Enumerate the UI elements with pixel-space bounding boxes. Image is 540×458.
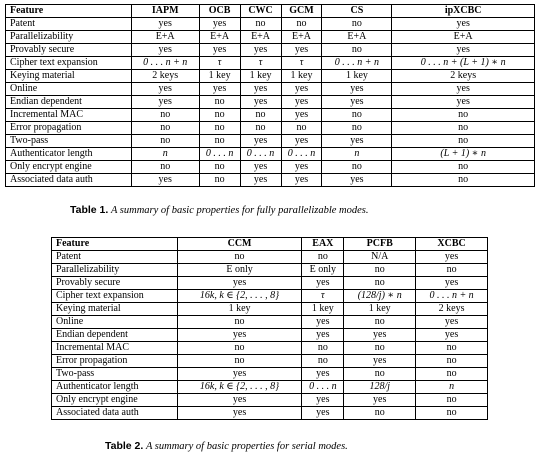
table-1-value-cell: no [392, 161, 535, 174]
table-1-caption [70, 204, 368, 216]
table-1-row [6, 161, 535, 174]
table-2-header-4: XCBC [416, 238, 488, 251]
table-2-value-cell: 1 key [177, 303, 302, 316]
table-1-value-cell: E+A [240, 31, 281, 44]
table-1-value-cell: no [131, 161, 199, 174]
table-2-feature-cell: Parallelizability [52, 264, 178, 277]
table-1-value-cell: no [131, 122, 199, 135]
table-2-row [52, 329, 488, 342]
table-1-value-cell: yes [131, 174, 199, 187]
table-1-value-cell: yes [392, 44, 535, 57]
table-1-value-cell: yes [322, 174, 392, 187]
table-1-value-cell: yes [392, 96, 535, 109]
table-1-header-4: GCM [281, 5, 322, 18]
table-2-feature-cell: Cipher text expansion [52, 290, 178, 303]
table-2-value-cell: no [302, 342, 344, 355]
table-1-value-cell: yes [199, 18, 240, 31]
table-1-header-2: OCB [199, 5, 240, 18]
table-2-feature-cell: Only encrypt engine [52, 394, 178, 407]
table-2-caption [105, 440, 348, 452]
table-2-value-cell: yes [344, 394, 416, 407]
table-1-feature-cell: Cipher text expansion [6, 57, 132, 70]
table-2-row [52, 264, 488, 277]
table-2-value-cell: no [416, 368, 488, 381]
table-2-value-cell: n [416, 381, 488, 394]
table-1-value-cell: yes [199, 83, 240, 96]
table-1-feature-cell: Two-pass [6, 135, 132, 148]
table-2-serial-modes [51, 237, 488, 420]
table-1-value-cell: 0 . . . n + n [322, 57, 392, 70]
table-1-value-cell: no [392, 109, 535, 122]
table-1-value-cell: yes [392, 83, 535, 96]
table-1-caption-label: Table 1. [70, 204, 109, 216]
table-1-header-1: IAPM [131, 5, 199, 18]
table-1-value-cell: no [131, 109, 199, 122]
table-2-value-cell: τ [302, 290, 344, 303]
table-2-value-cell: 0 . . . n [302, 381, 344, 394]
table-2-value-cell: no [416, 342, 488, 355]
table-1-value-cell: no [199, 135, 240, 148]
table-1-value-cell: no [281, 122, 322, 135]
table-2-value-cell: yes [416, 316, 488, 329]
table-2-row [52, 251, 488, 264]
table-2-value-cell: no [416, 394, 488, 407]
table-2-value-cell: yes [302, 329, 344, 342]
table-2-caption-text: A summary of basic properties for serial modes. [145, 441, 348, 452]
table-1-header-0: Feature [6, 5, 132, 18]
table-1-value-cell: yes [131, 83, 199, 96]
table-1-feature-cell: Keying material [6, 70, 132, 83]
table-1-value-cell: yes [240, 135, 281, 148]
table-2-value-cell: yes [302, 277, 344, 290]
table-2-value-cell: yes [177, 394, 302, 407]
table-2-value-cell: no [344, 407, 416, 420]
table-1-value-cell: no [322, 109, 392, 122]
table-1-value-cell: yes [240, 44, 281, 57]
table-1-row [6, 57, 535, 70]
table-1-value-cell: no [392, 122, 535, 135]
table-2-value-cell: yes [177, 407, 302, 420]
table-1-value-cell: no [322, 44, 392, 57]
table-1-parallelizable-modes [5, 4, 535, 187]
table-1-value-cell: no [322, 122, 392, 135]
table-1-row [6, 83, 535, 96]
table-1-value-cell: τ [240, 57, 281, 70]
table-2-value-cell: 16k, k ∈ {2, . . . , 8} [177, 381, 302, 394]
table-2-header-row [52, 238, 488, 251]
table-2-header-0: Feature [52, 238, 178, 251]
table-1-value-cell: yes [131, 96, 199, 109]
table-2-value-cell: yes [302, 316, 344, 329]
table-1-value-cell: yes [281, 174, 322, 187]
table-1-value-cell: yes [281, 109, 322, 122]
table-1-feature-cell: Incremental MAC [6, 109, 132, 122]
table-1-value-cell: yes [199, 44, 240, 57]
table-1-value-cell: no [240, 109, 281, 122]
table-2-feature-cell: Patent [52, 251, 178, 264]
table-1-value-cell: 0 . . . n [281, 148, 322, 161]
table-2-value-cell: no [344, 368, 416, 381]
table-1-feature-cell: Endian dependent [6, 96, 132, 109]
table-1-value-cell: yes [240, 174, 281, 187]
table-1-value-cell: yes [281, 83, 322, 96]
table-1-value-cell: 0 . . . n [240, 148, 281, 161]
table-2-value-cell: 16k, k ∈ {2, . . . , 8} [177, 290, 302, 303]
table-2-value-cell: yes [302, 394, 344, 407]
table-1-value-cell: yes [281, 44, 322, 57]
table-1-value-cell: yes [131, 44, 199, 57]
table-1-value-cell: E+A [392, 31, 535, 44]
table-2-row [52, 394, 488, 407]
table-2-value-cell: no [177, 316, 302, 329]
table-1-row [6, 44, 535, 57]
table-1-row [6, 135, 535, 148]
table-1-value-cell: no [281, 18, 322, 31]
table-2-value-cell: no [344, 264, 416, 277]
table-2-feature-cell: Authenticator length [52, 381, 178, 394]
table-2-value-cell: yes [177, 277, 302, 290]
table-1-value-cell: yes [240, 161, 281, 174]
table-1-value-cell: yes [281, 135, 322, 148]
table-1-value-cell: yes [281, 96, 322, 109]
table-1-value-cell: yes [281, 161, 322, 174]
table-1-row [6, 70, 535, 83]
table-1-row [6, 122, 535, 135]
table-1-row [6, 96, 535, 109]
table-1-value-cell: 1 key [322, 70, 392, 83]
table-1-value-cell: 1 key [281, 70, 322, 83]
table-1-feature-cell: Parallelizability [6, 31, 132, 44]
table-1-feature-cell: Online [6, 83, 132, 96]
table-1-value-cell: 2 keys [392, 70, 535, 83]
table-2-feature-cell: Associated data auth [52, 407, 178, 420]
table-2-value-cell: no [344, 277, 416, 290]
table-2-value-cell: 2 keys [416, 303, 488, 316]
table-2-header-1: CCM [177, 238, 302, 251]
table-2-row [52, 316, 488, 329]
table-2-feature-cell: Error propagation [52, 355, 178, 368]
table-2-header-2: EAX [302, 238, 344, 251]
table-1-value-cell: yes [322, 83, 392, 96]
table-1-value-cell: no [392, 174, 535, 187]
table-2-feature-cell: Provably secure [52, 277, 178, 290]
table-1-value-cell: 1 key [240, 70, 281, 83]
table-1-feature-cell: Error propagation [6, 122, 132, 135]
table-1-value-cell: 2 keys [131, 70, 199, 83]
table-2-feature-cell: Two-pass [52, 368, 178, 381]
table-2-value-cell: yes [177, 368, 302, 381]
table-2-row [52, 277, 488, 290]
table-2-value-cell: N/A [344, 251, 416, 264]
table-1-row [6, 148, 535, 161]
table-2-feature-cell: Online [52, 316, 178, 329]
table-2-feature-cell: Incremental MAC [52, 342, 178, 355]
table-2-value-cell: no [416, 407, 488, 420]
table-1-header-row [6, 5, 535, 18]
table-2-value-cell: 1 key [302, 303, 344, 316]
table-1-value-cell: no [322, 18, 392, 31]
table-2-caption-label: Table 2. [105, 440, 144, 452]
table-1-row [6, 31, 535, 44]
table-1-value-cell: 0 . . . n + (L + 1) ∗ n [392, 57, 535, 70]
table-2-value-cell: no [177, 342, 302, 355]
table-1-value-cell: no [131, 135, 199, 148]
table-2-value-cell: no [177, 355, 302, 368]
table-1-value-cell: E+A [281, 31, 322, 44]
table-1-value-cell: n [131, 148, 199, 161]
table-1-value-cell: no [240, 18, 281, 31]
table-1-value-cell: n [322, 148, 392, 161]
table-1-header-3: CWC [240, 5, 281, 18]
table-1-value-cell: no [199, 96, 240, 109]
table-2-value-cell: yes [302, 368, 344, 381]
table-2-row [52, 355, 488, 368]
table-1-row [6, 18, 535, 31]
table-1-value-cell: yes [322, 135, 392, 148]
table-1-caption-text: A summary of basic properties for fully parallelizable modes. [110, 205, 369, 216]
table-2-value-cell: (128/j) ∗ n [344, 290, 416, 303]
table-1-value-cell: no [392, 135, 535, 148]
table-1-value-cell: yes [240, 83, 281, 96]
table-1-value-cell: yes [240, 96, 281, 109]
table-2-row [52, 290, 488, 303]
table-2-row [52, 381, 488, 394]
table-2-value-cell: no [177, 251, 302, 264]
table-1-value-cell: E+A [199, 31, 240, 44]
table-1-feature-cell: Only encrypt engine [6, 161, 132, 174]
table-1-row [6, 109, 535, 122]
table-2-value-cell: no [416, 264, 488, 277]
table-2-feature-cell: Keying material [52, 303, 178, 316]
table-1-feature-cell: Patent [6, 18, 132, 31]
table-1-value-cell: no [199, 174, 240, 187]
table-2-value-cell: yes [344, 329, 416, 342]
table-1-value-cell: (L + 1) ∗ n [392, 148, 535, 161]
table-2-row [52, 342, 488, 355]
table-2-value-cell: no [416, 355, 488, 368]
table-1-value-cell: 1 key [199, 70, 240, 83]
table-1-row [6, 174, 535, 187]
table-1-value-cell: no [199, 161, 240, 174]
table-1-value-cell: 0 . . . n + n [131, 57, 199, 70]
table-2-value-cell: E only [177, 264, 302, 277]
table-1-value-cell: no [322, 161, 392, 174]
table-2-row [52, 303, 488, 316]
table-1-feature-cell: Authenticator length [6, 148, 132, 161]
table-2-value-cell: E only [302, 264, 344, 277]
table-1-value-cell: τ [199, 57, 240, 70]
table-2-value-cell: yes [416, 251, 488, 264]
table-2-value-cell: no [302, 251, 344, 264]
table-2-value-cell: yes [416, 329, 488, 342]
table-2-value-cell: yes [344, 355, 416, 368]
table-1-value-cell: E+A [322, 31, 392, 44]
table-1-value-cell: 0 . . . n [199, 148, 240, 161]
table-2-value-cell: 128/j [344, 381, 416, 394]
table-1-feature-cell: Associated data auth [6, 174, 132, 187]
table-2-feature-cell: Endian dependent [52, 329, 178, 342]
table-1-value-cell: no [199, 122, 240, 135]
table-2-header-3: PCFB [344, 238, 416, 251]
table-2-value-cell: yes [177, 329, 302, 342]
table-2-value-cell: yes [302, 407, 344, 420]
table-1-value-cell: τ [281, 57, 322, 70]
table-1-header-6: ipXCBC [392, 5, 535, 18]
table-2-row [52, 407, 488, 420]
table-2-row [52, 368, 488, 381]
table-2-value-cell: no [344, 316, 416, 329]
table-2-value-cell: no [302, 355, 344, 368]
table-1-value-cell: E+A [131, 31, 199, 44]
table-2-value-cell: 1 key [344, 303, 416, 316]
table-2-value-cell: 0 . . . n + n [416, 290, 488, 303]
table-2-value-cell: no [344, 342, 416, 355]
table-1-feature-cell: Provably secure [6, 44, 132, 57]
table-1-value-cell: yes [322, 96, 392, 109]
table-2-value-cell: yes [416, 277, 488, 290]
table-1-header-5: CS [322, 5, 392, 18]
table-1-value-cell: yes [131, 18, 199, 31]
table-1-value-cell: no [199, 109, 240, 122]
table-1-value-cell: yes [392, 18, 535, 31]
table-1-value-cell: no [240, 122, 281, 135]
